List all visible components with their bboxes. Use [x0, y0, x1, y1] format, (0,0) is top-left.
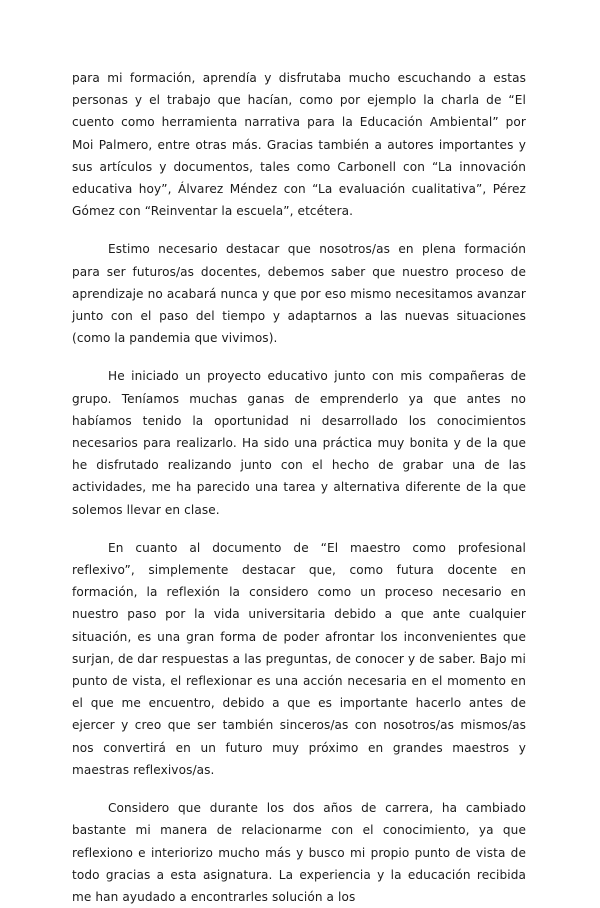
paragraph-5: Considero que durante los dos años de carrera, ha cambiado bastante mi manera de relacionarme con el conocimiento, ya que reflexiono e interiorizo mucho más y busco mi propio punto de vista de todo gracias a esta asignatura. La experiencia y la educación recibida me han ayudado a encontrarles solución a los — [72, 801, 526, 904]
paragraph-4: En cuanto al documento de “El maestro como profesional reflexivo”, simplemente destacar que, como futura docente en formación, la reflexión la considero como un proceso necesario en nuestro paso por la vida universitaria debido a que ante cualquier situación, es una gran forma de poder afrontar los inconvenientes que surjan, de dar respuestas a las preguntas, de conocer y de saber. Bajo mi punto de vista, el reflexionar es una acción necesaria en el momento en el que me encuentro, debido a que es importante hacerlo antes de ejercer y creo que ser también sinceros/as con nosotros/as mismos/as nos convertirá en un futuro muy próximo en grandes maestros y maestras reflexivos/as. — [72, 540, 526, 777]
paragraph-1: para mi formación, aprendía y disfrutaba mucho escuchando a estas personas y el trabajo que hacían, como por ejemplo la charla de “El cuento como herramienta narrativa para la Educación Ambiental” por Moi Palmero, entre otras más. Gracias también a autores importantes y sus artículos y documentos, tales como Carbonell con “La innovación educativa hoy”, Álvarez Méndez con “La evaluación cualitativa”, Pérez Gómez con “Reinventar la escuela”, etcétera. — [72, 71, 526, 219]
paragraph-3: He iniciado un proyecto educativo junto con mis compañeras de grupo. Teníamos muchas ganas de emprenderlo ya que antes no habíamos tenido la oportunidad ni desarrollado los conocimientos necesarios para realizarlo. Ha sido una práctica muy bonita y de la que he disfrutado realizando junto con el hecho de grabar una de las actividades, me ha parecido una tarea y alternativa diferente de la que solemos llevar en clase. — [72, 369, 526, 517]
paragraph-2: Estimo necesario destacar que nosotros/as en plena formación para ser futuros/as docentes, debemos saber que nuestro proceso de aprendizaje no acabará nunca y que por eso mismo necesitamos avanzar junto con el paso del tiempo y adaptarnos a las nuevas situaciones (como la pandemia que vivimos). — [72, 242, 526, 346]
